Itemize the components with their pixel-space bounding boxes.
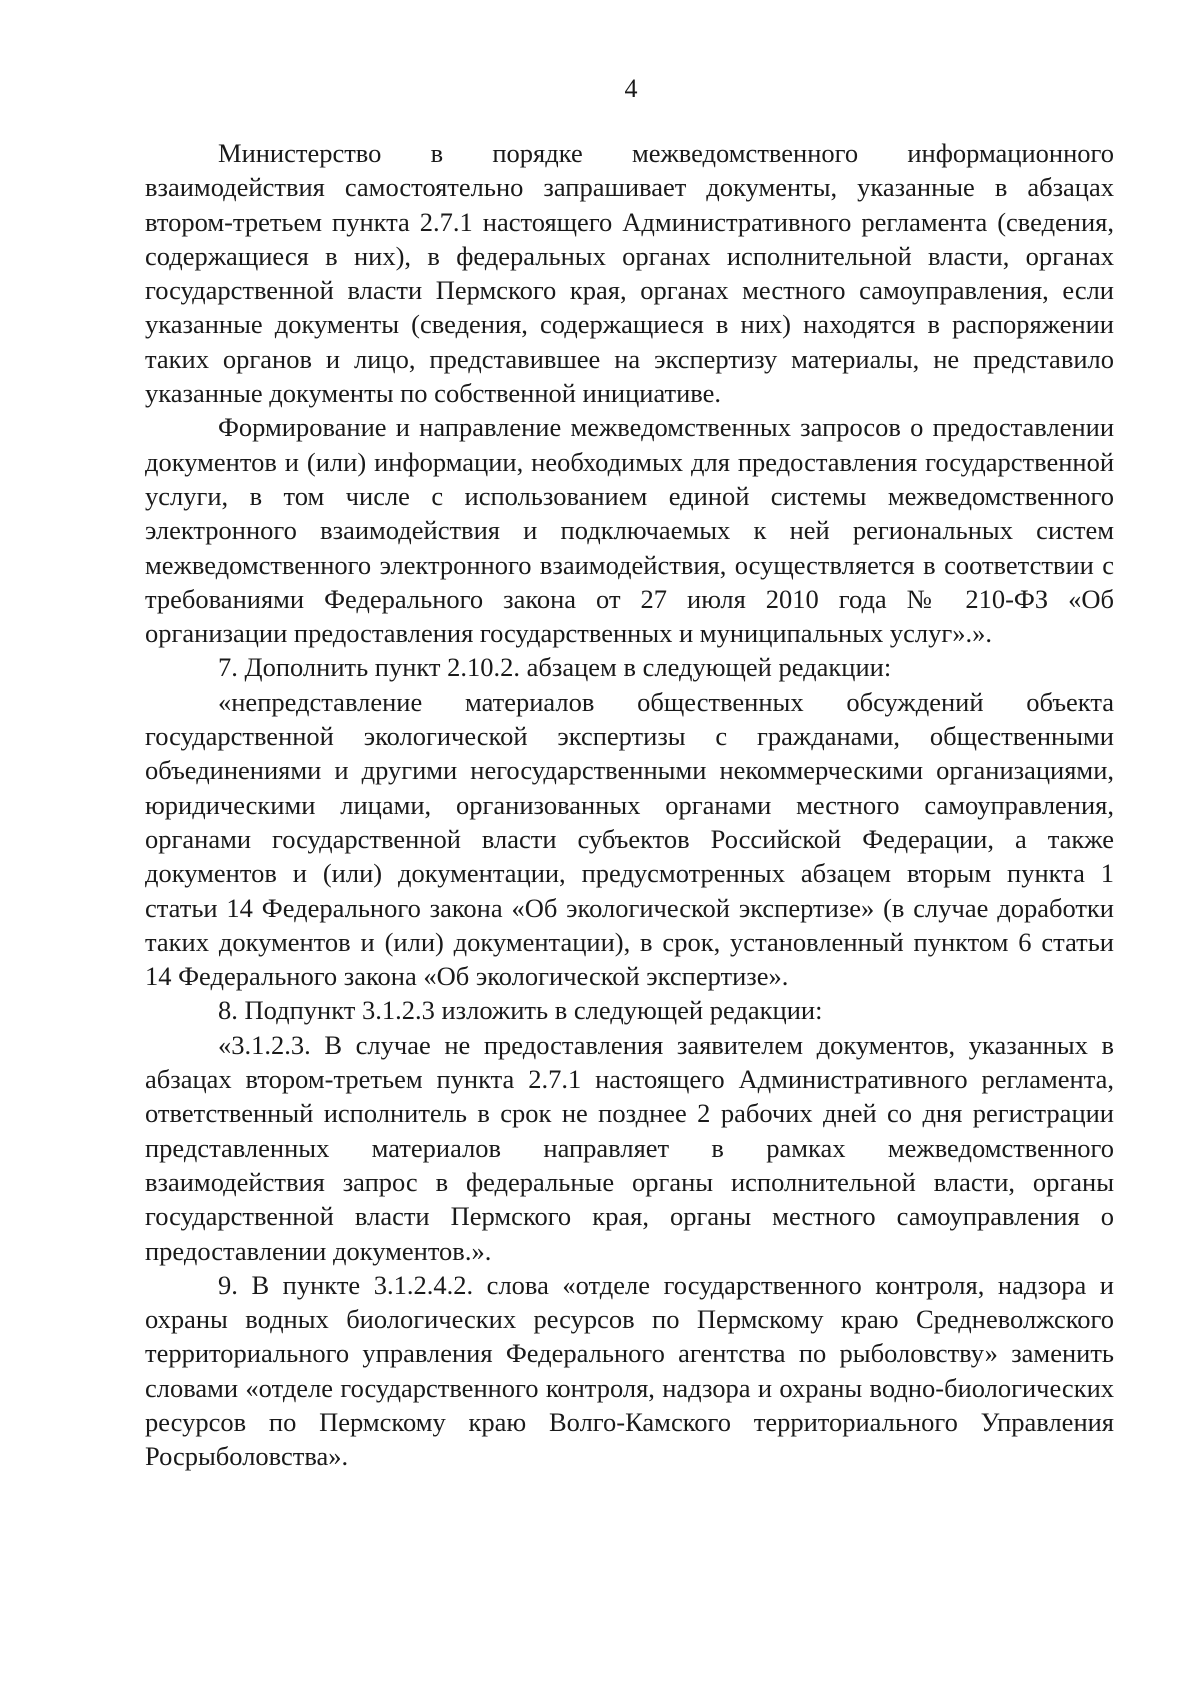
paragraph-request-formation: Формирование и направление межведомственных запросов о предоставлении документов и (или) информации, необходимых для предоставления государственной услуги, в том числе с использованием единой системы межведомственного электронного взаимодействия и подключаемых к ней региональных систем межведомственного электронного взаимодействия, осуществляется в соответствии с требованиями Федерального закона от 27 июля 2010 года № 210-ФЗ «Об организации предоставления государственных и муниципальных услуг».». <box>145 412 1114 649</box>
paragraph-item-7-text: «непредставление материалов общественных обсуждений объекта государственной экологической экспертизы с гражданами, общественными объединениями и другими негосударственными некоммерческими организациями, юридическими лицами, организованных органами местного самоуправления, органами государственной власти субъектов Российской Федерации, а также документов и (или) документации, предусмотренных абзацем вторым пункта 1 статьи 14 Федерального закона «Об экологической экспертизе» (в случае доработки таких документов и (или) документации), в срок, установленный пунктом 6 статьи 14 Федерального закона «Об экологической экспертизе». <box>145 686 1114 992</box>
page-number: 4 <box>624 74 638 103</box>
paragraph-item-8: 8. Подпункт 3.1.2.3 изложить в следующей редакции: <box>218 995 823 1026</box>
paragraph-item-9: 9. В пункте 3.1.2.4.2. слова «отделе государственного контроля, надзора и охраны водных биологических ресурсов по Пермскому краю Средневолжского территориального управления Федерального агентства по рыболовству» заменить словами «отделе государственного контроля, надзора и охраны водно-биологических ресурсов по Пермскому краю Волго-Камского территориального Управления Росрыболовства». <box>145 1269 1114 1472</box>
document-body <box>145 136 1114 1474</box>
paragraph-interagency-request: Министерство в порядке межведомственного информационного взаимодействия самостоятельно запрашивает документы, указанные в абзацах втором-третьем пункта 2.7.1 настоящего Административного регламента (сведения, содержащиеся в них), в федеральных органах исполнительной власти, органах государственной власти Пермского края, органах местного самоуправления, если указанные документы (сведения, содержащиеся в них) находятся в распоряжении таких органов и лицо, представившее на экспертизу материалы, не представило указанные документы по собственной инициативе. <box>145 138 1114 409</box>
paragraph-item-7: 7. Дополнить пункт 2.10.2. абзацем в следующей редакции: <box>218 652 892 683</box>
paragraph-item-8-text: «3.1.2.3. В случае не предоставления заявителем документов, указанных в абзацах втором-третьем пункта 2.7.1 настоящего Административного регламента, ответственный исполнитель в срок не позднее 2 рабочих дней со дня регистрации представленных материалов направляет в рамках межведомственного взаимодействия запрос в федеральные органы исполнительной власти, органы государственной власти Пермского края, органы местного самоуправления о предоставлении документов.». <box>145 1029 1114 1266</box>
